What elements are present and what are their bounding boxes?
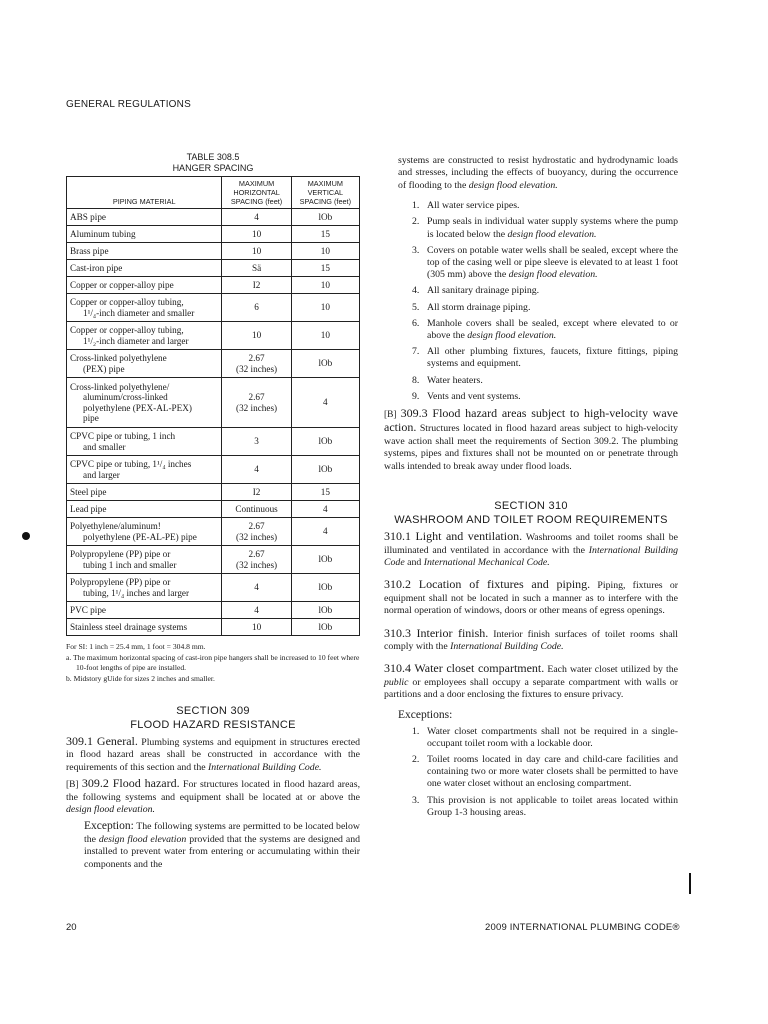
cell-material-line: pipe — [83, 413, 99, 423]
table-row — [67, 350, 360, 378]
cell-material-line: tubing, 1¹/₄ inches and larger — [83, 587, 190, 598]
list-item-number: 2. — [412, 753, 420, 765]
cell-material-line: 1¹/₄-inch diameter and smaller — [83, 307, 195, 318]
cell-horizontal-value: 4 — [254, 582, 259, 593]
list-item-text: Water heaters. — [427, 374, 483, 386]
cell-material-line: Cross-linked polyethylene — [70, 353, 167, 363]
table-row — [67, 322, 360, 350]
cell-material-line: (PEX) pipe — [83, 363, 125, 374]
right-column — [384, 155, 678, 823]
exceptions-list — [384, 726, 678, 819]
section-309-2 — [66, 777, 360, 816]
table-row — [67, 456, 360, 484]
table-row — [67, 518, 360, 546]
footnote-b: b. Midstory gUide for sizes 2 inches and smaller. — [66, 673, 215, 683]
section-310-3-reference: International Building Code. — [450, 640, 564, 652]
cell-horizontal-spacing — [222, 574, 291, 602]
section-309-2-heading: 309.2 Flood hazard. — [81, 776, 180, 791]
cell-material-line: Copper or copper-alloy tubing, — [70, 325, 184, 335]
table-footnotes — [66, 642, 360, 684]
section-309-3-text: Structures located in flood hazard areas subject to high-velocity wave action shall meet the requirements of Section 309.2. The plumbing systems, pipes and fixtures shall not be mounted on or penetrate through walls intended to break away under flood loads. — [384, 423, 678, 472]
table-row — [67, 243, 360, 260]
cell-material-line: and smaller — [83, 441, 126, 452]
cell-horizontal-spacing — [222, 619, 291, 636]
table-number: TABLE 308.5 — [186, 152, 240, 162]
table-row — [67, 602, 360, 619]
cell-material — [67, 209, 222, 226]
list-item-text: Covers on potable water wells shall be sealed, except where the top of the casing well or pipe sleeve is elevated to at least 1 foot (305 mm) above the — [427, 244, 678, 281]
cell-material-line: polyethylene (PE-AL-PE) pipe — [83, 531, 197, 542]
list-item — [384, 754, 678, 791]
list-item-text: All storm drainage piping. — [427, 301, 531, 313]
cell-material-line: CPVC pipe or tubing, 1 inch — [70, 431, 176, 441]
list-item-text: Manhole covers shall be sealed, except where elevated to or above the — [427, 317, 678, 342]
cell-material — [67, 428, 222, 456]
cell-material-line: Lead pipe — [70, 503, 107, 514]
cell-material-line: PVC pipe — [70, 604, 106, 615]
cell-material — [67, 602, 222, 619]
cell-vertical-spacing: 15 — [291, 226, 359, 243]
section-309-3-tag: [B] — [384, 410, 397, 421]
cell-material — [67, 518, 222, 546]
cell-material — [67, 294, 222, 322]
list-item-text: All water service pipes. — [427, 200, 520, 212]
cell-material-line: Stainless steel drainage systems — [70, 621, 188, 632]
list-item-text: This provision is not applicable to toilet areas located within Group 1-3 housing areas. — [427, 794, 678, 818]
list-item-text: All other plumbing fixtures, faucets, fixture fittings, piping systems and equipment. — [427, 346, 678, 370]
cell-material-line: Polypropylene (PP) pipe or — [70, 549, 171, 559]
table-caption: HANGER SPACING — [172, 163, 254, 173]
cell-horizontal-value: 4 — [254, 211, 259, 222]
table-row — [67, 209, 360, 226]
section-310-4 — [384, 662, 678, 701]
cell-material — [67, 456, 222, 484]
list-item-number: 7. — [412, 346, 420, 358]
table-row — [67, 501, 360, 518]
list-item-number: 4. — [412, 285, 420, 297]
exceptions-heading: Exceptions: — [398, 708, 453, 721]
cell-horizontal-value: (32 inches) — [236, 363, 278, 374]
cell-material-line: ABS pipe — [70, 211, 106, 222]
exception-text-1: The following systems are permitted to be located below the — [84, 821, 360, 845]
list-item — [384, 302, 678, 314]
table-title — [66, 152, 360, 174]
cell-material — [67, 226, 222, 243]
section-309-heading — [66, 704, 360, 732]
section-310-1-reference-ibc: International Building Code — [384, 544, 678, 568]
list-item-number: 1. — [412, 725, 420, 737]
cell-material-line: Cross-linked polyethylene/ — [70, 381, 170, 392]
cell-horizontal-value: 10 — [251, 228, 262, 239]
section-310-4-text-1: Each water closet utilized by the — [547, 664, 678, 676]
list-item — [384, 795, 678, 819]
cell-horizontal-value: (32 inches) — [236, 531, 278, 542]
cell-horizontal-spacing — [222, 294, 291, 322]
cell-horizontal-spacing — [222, 209, 291, 226]
table-row — [67, 226, 360, 243]
section-310-4-reference: public — [384, 676, 409, 688]
cell-horizontal-spacing — [222, 260, 291, 277]
list-item-text: Pump seals in individual water supply systems where the pump is located below the — [427, 216, 678, 240]
cell-vertical-spacing: lOb — [291, 546, 359, 574]
cell-vertical-spacing: lOb — [291, 209, 359, 226]
section-310-3 — [384, 627, 678, 654]
list-item-text: All sanitary drainage piping. — [427, 285, 540, 297]
section-309-2-exception — [66, 820, 360, 871]
section-310-number: SECTION 310 — [494, 500, 568, 513]
exception-heading: Exception: — [84, 820, 134, 833]
cell-material-line: Copper or copper-alloy tubing, — [70, 297, 184, 307]
cell-material-line: Polyethylene/aluminum! — [70, 521, 161, 531]
table-row — [67, 574, 360, 602]
table-header-row — [67, 177, 360, 209]
cell-horizontal-spacing — [222, 484, 291, 501]
cell-horizontal-spacing — [222, 277, 291, 294]
table-row — [67, 378, 360, 428]
cell-horizontal-spacing — [222, 456, 291, 484]
cell-vertical-spacing: 10 — [291, 277, 359, 294]
exception-continuation — [384, 155, 678, 192]
table-row — [67, 619, 360, 636]
cell-material-line: CPVC pipe or tubing, 1¹/₄ inches — [70, 459, 192, 469]
cell-vertical-spacing: lOb — [291, 574, 359, 602]
cell-vertical-spacing: 10 — [291, 294, 359, 322]
exception-continuation-text: systems are constructed to resist hydrostatic and hydrodynamic loads and stresses, including the effects of buoyancy, during the occurrence of flooding to the — [398, 155, 678, 191]
cell-horizontal-value: 2.67 — [248, 549, 265, 559]
footnote-si: For SI: 1 inch = 25.4 mm, 1 foot = 304.8 mm. — [66, 642, 206, 651]
list-item-text: Vents and vent systems. — [427, 390, 521, 402]
section-309-1-reference: International Building Code. — [208, 761, 322, 773]
cell-material — [67, 243, 222, 260]
cell-horizontal-spacing — [222, 501, 291, 518]
section-309-1-text: Plumbing systems and equipment in structures erected in flood hazard areas shall be constructed in accordance with the requirements of this section and the — [66, 737, 360, 773]
cell-material-line: Steel pipe — [70, 486, 107, 497]
section-310-4-heading: 310.4 Water closet compartment. — [384, 661, 545, 676]
cell-material-line: polyethylene (PEX-AL-PEX) — [83, 402, 192, 413]
table-row — [67, 484, 360, 501]
list-item-reference: design flood elevation. — [507, 228, 597, 240]
cell-horizontal-value: 6 — [254, 302, 259, 313]
list-item — [384, 216, 678, 240]
cell-vertical-spacing: 10 — [291, 243, 359, 260]
list-item-text: Toilet rooms located in day care and child-care facilities and containing two or more water closets shall be permitted to have one water closet without an enclosing compartment. — [427, 753, 678, 790]
cell-horizontal-spacing — [222, 518, 291, 546]
section-310-1-heading: 310.1 Light and ventilation. — [384, 529, 523, 544]
margin-bullet-mark — [22, 532, 30, 540]
cell-material — [67, 260, 222, 277]
table-row — [67, 260, 360, 277]
cell-vertical-spacing: 4 — [291, 518, 359, 546]
cell-material-line: Copper or copper-alloy pipe — [70, 279, 174, 290]
list-item-number: 8. — [412, 374, 420, 386]
cell-vertical-spacing: 4 — [291, 501, 359, 518]
change-bar-mark — [689, 873, 691, 894]
cell-material — [67, 619, 222, 636]
section-310-4-text-2: or employees shall occupy a separate compartment with walls or partitions and a door enclosing the fixtures to ensure privacy. — [384, 676, 678, 701]
cell-horizontal-value: 2.67 — [248, 521, 265, 531]
cell-vertical-spacing: lOb — [291, 602, 359, 619]
exception-text-2: provided that the systems are designed and installed to prevent water from entering or accumulating within their components and the — [84, 833, 360, 870]
list-item-number: 6. — [412, 317, 420, 329]
cell-material-line: Cast-iron pipe — [70, 262, 123, 273]
cell-horizontal-value: I2 — [252, 279, 261, 290]
cell-horizontal-value: 10 — [251, 245, 262, 256]
section-309-number: SECTION 309 — [176, 705, 250, 717]
section-309-title: FLOOD HAZARD RESISTANCE — [130, 719, 296, 731]
list-item-reference: design flood elevation. — [508, 269, 598, 281]
section-310-2 — [384, 578, 678, 617]
cell-vertical-spacing: 10 — [291, 322, 359, 350]
list-item — [384, 200, 678, 212]
cell-material-line: aluminum/cross-linked — [83, 392, 168, 402]
list-item-reference: design flood elevation. — [467, 330, 557, 342]
section-310-3-text: Interior finish surfaces of toilet rooms shall comply with the — [384, 628, 678, 652]
section-310-1-reference-imc: International Mechanical Code. — [423, 556, 550, 568]
table-row — [67, 277, 360, 294]
column-header-horizontal: MAXIMUM HORIZONTAL SPACING (feet) — [222, 177, 291, 209]
cell-vertical-spacing: 15 — [291, 260, 359, 277]
cell-horizontal-value: 3 — [254, 436, 259, 447]
cell-horizontal-value: 10 — [251, 621, 262, 632]
list-item-number: 1. — [412, 200, 420, 212]
cell-horizontal-spacing — [222, 546, 291, 574]
column-header-vertical: MAXIMUM VERTICAL SPACING (feet) — [291, 177, 359, 209]
footnote-a: a. The maximum horizontal spacing of cast-iron pipe hangers shall be increased to 10 feet where 10-foot lengths of pipe are installed. — [66, 652, 360, 672]
table-row — [67, 428, 360, 456]
section-309-3 — [384, 407, 678, 473]
section-310-1 — [384, 530, 678, 569]
list-item — [384, 245, 678, 282]
cell-vertical-spacing: lOb — [291, 350, 359, 378]
section-310-heading — [384, 499, 678, 527]
table-row — [67, 294, 360, 322]
section-310-2-text: Piping, fixtures or equipment shall not be located in such a manner as to interfere with the normal operation of windows, doors or other means of egress openings. — [384, 580, 678, 617]
section-309-1-heading: 309.1 General. — [66, 734, 138, 748]
cell-horizontal-value: Sä — [251, 262, 262, 273]
cell-vertical-spacing: lOb — [291, 428, 359, 456]
cell-horizontal-value: I2 — [252, 486, 261, 497]
cell-material — [67, 484, 222, 501]
cell-material-line: 1¹/₂-inch diameter and larger — [83, 335, 189, 346]
section-309-2-text: For structures located in flood hazard areas, the following systems and equipment shall be located at or above the — [66, 779, 361, 803]
hanger-spacing-table — [66, 176, 360, 636]
cell-horizontal-spacing — [222, 428, 291, 456]
page-number: 20 — [66, 922, 77, 933]
cell-vertical-spacing: lOb — [291, 619, 359, 636]
cell-horizontal-spacing — [222, 226, 291, 243]
cell-vertical-spacing: 15 — [291, 484, 359, 501]
book-title: 2009 INTERNATIONAL PLUMBING CODE® — [485, 922, 680, 933]
cell-horizontal-value: (32 inches) — [236, 402, 278, 413]
cell-horizontal-spacing — [222, 243, 291, 260]
running-header: GENERAL REGULATIONS — [66, 99, 191, 110]
list-item-number: 9. — [412, 390, 420, 402]
list-item — [384, 318, 678, 342]
cell-horizontal-value: 4 — [254, 604, 259, 615]
flood-systems-list — [384, 200, 678, 403]
section-309-1 — [66, 735, 360, 774]
cell-horizontal-spacing — [222, 378, 291, 428]
cell-material-line: and larger — [83, 469, 120, 480]
cell-horizontal-value: 2.67 — [248, 392, 265, 402]
list-item-number: 5. — [412, 301, 420, 313]
cell-material — [67, 574, 222, 602]
section-310-title: WASHROOM AND TOILET ROOM REQUIREMENTS — [394, 514, 668, 527]
cell-horizontal-spacing — [222, 602, 291, 619]
section-310-1-conjunction: and — [404, 556, 424, 568]
section-310-3-heading: 310.3 Interior finish. — [384, 625, 489, 640]
cell-horizontal-value: (32 inches) — [236, 559, 278, 570]
cell-vertical-spacing: lOb — [291, 456, 359, 484]
cell-horizontal-value: 2.67 — [248, 353, 265, 363]
cell-material — [67, 546, 222, 574]
list-item — [384, 391, 678, 403]
cell-material — [67, 277, 222, 294]
left-column — [66, 152, 360, 871]
cell-horizontal-value: 4 — [254, 464, 259, 475]
cell-horizontal-value: 10 — [251, 330, 262, 341]
list-item-number: 2. — [412, 216, 420, 228]
cell-material-line: tubing 1 inch and smaller — [83, 559, 177, 570]
cell-material-line: Polypropylene (PP) pipe or — [70, 577, 171, 587]
list-item-number: 3. — [412, 244, 420, 256]
cell-material-line: Aluminum tubing — [70, 228, 136, 239]
section-309-2-reference: design flood elevation. — [66, 804, 155, 816]
list-item — [384, 375, 678, 387]
list-item-text: Water closet compartments shall not be required in a single-occupant toilet room with a lockable door. — [427, 725, 678, 749]
section-310-2-heading: 310.2 Location of fixtures and piping. — [384, 577, 591, 592]
section-309-2-tag: [B] — [66, 780, 79, 791]
cell-material — [67, 378, 222, 428]
cell-material — [67, 322, 222, 350]
cell-vertical-spacing: 4 — [291, 378, 359, 428]
cell-horizontal-value: Continuous — [235, 503, 278, 514]
cell-material-line: Brass pipe — [70, 245, 109, 256]
table-row — [67, 546, 360, 574]
list-item-number: 3. — [412, 794, 420, 806]
section-309-3-heading: 309.3 Flood hazard areas subject to high-velocity wave action. — [384, 406, 678, 435]
cell-material — [67, 350, 222, 378]
list-item — [384, 726, 678, 750]
table-body — [67, 209, 360, 636]
cell-material — [67, 501, 222, 518]
list-item — [384, 285, 678, 297]
cell-horizontal-spacing — [222, 350, 291, 378]
section-310-1-text: Washrooms and toilet rooms shall be illuminated and ventilated in accordance with the — [384, 532, 678, 556]
exception-continuation-reference: design flood elevation. — [468, 179, 558, 191]
cell-horizontal-spacing — [222, 322, 291, 350]
exception-reference: design flood elevation — [98, 833, 187, 845]
column-header-material: PIPING MATERIAL — [67, 177, 222, 209]
list-item — [384, 346, 678, 370]
